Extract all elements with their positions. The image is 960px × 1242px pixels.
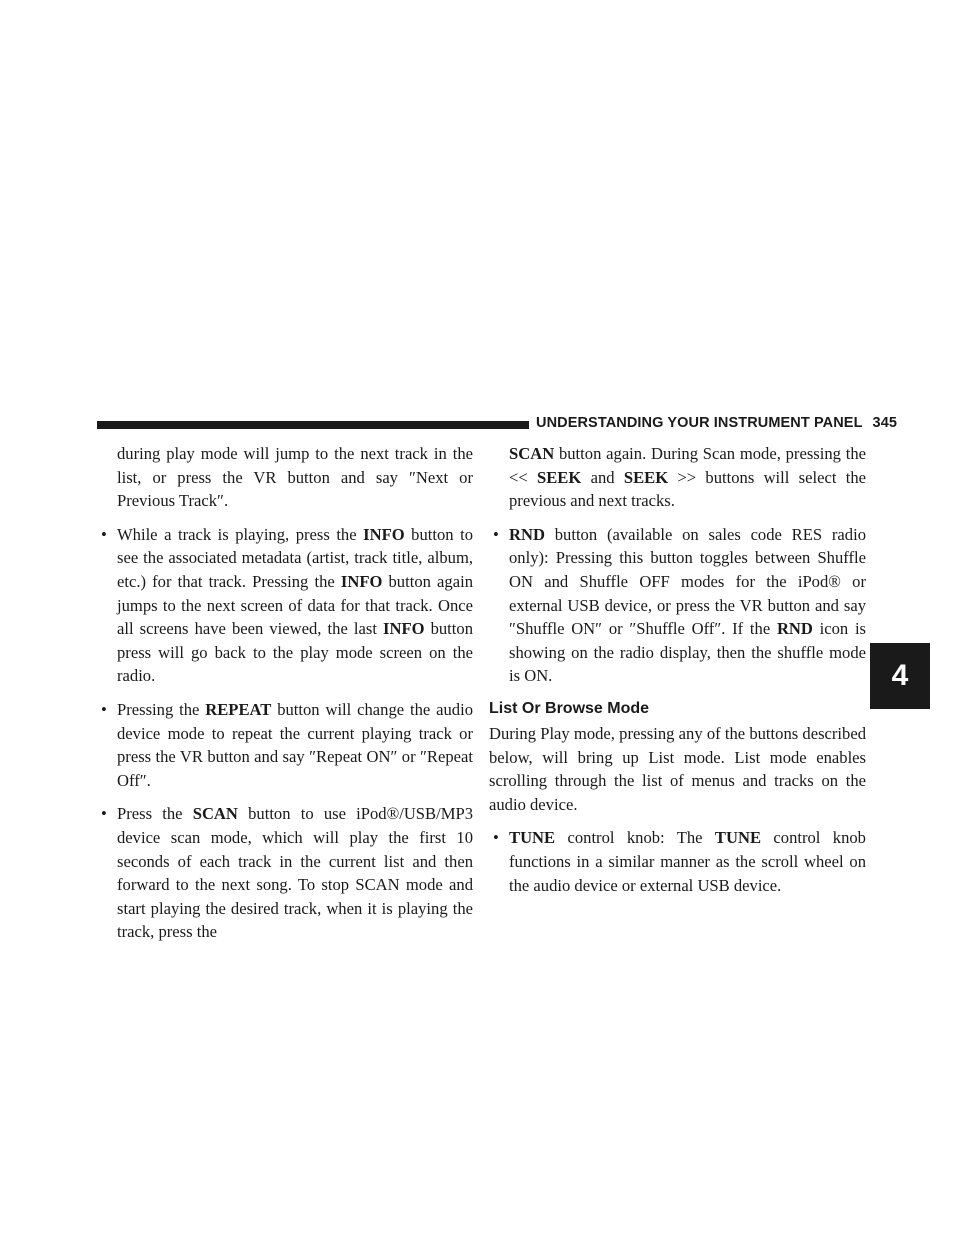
keyword-tune: TUNE <box>714 828 762 848</box>
keyword-info: INFO <box>383 619 425 639</box>
keyword-seek: SEEK <box>537 467 582 487</box>
keyword-scan: SCAN <box>192 804 238 824</box>
header-rule <box>97 421 529 429</box>
keyword-repeat: REPEAT <box>205 699 272 719</box>
continuation-paragraph: during play mode will jump to the next track in the list, or press the VR button and say ″Next or Previous Track″. <box>117 444 473 511</box>
section-heading: List Or Browse Mode <box>489 699 650 717</box>
right-column <box>489 442 866 897</box>
bullet-scan: • Press the SCAN button to use iPod®/USB/MP3 device scan mode, which will play the first 10 seconds of each track in the current list and then forward to the next song. To stop SCAN mode and start playing the desired track, when it is playing the track, press the <box>97 802 473 944</box>
chapter-tab: 4 <box>870 643 930 709</box>
keyword-scan: SCAN <box>509 444 555 463</box>
running-header <box>536 415 897 431</box>
keyword-tune: TUNE <box>509 828 556 848</box>
keyword-rnd: RND <box>776 619 813 639</box>
keyword-info: INFO <box>363 524 405 544</box>
keyword-rnd: RND <box>509 524 545 544</box>
list-mode-paragraph: During Play mode, pressing any of the buttons described below, will bring up List mode. List mode enables scrolling through the list of menus and tracks on the audio device. <box>489 723 866 814</box>
bullet-repeat: • Pressing the REPEAT button will change the audio device mode to repeat the current playing track or press the VR button and say ″Repeat ON″ or ″Repeat Off″. <box>97 698 473 792</box>
left-column <box>97 442 473 944</box>
bullet-tune: • TUNE control knob: The TUNE control knob functions in a similar manner as the scroll wheel on the audio device or external USB device. <box>489 826 866 897</box>
keyword-seek: SEEK <box>623 467 669 487</box>
page-number: 345 <box>872 415 898 431</box>
keyword-info: INFO <box>340 571 383 591</box>
bullet-rnd: • RND button (available on sales code RES radio only): Pressing this button toggles between Shuffle ON and Shuffle OFF modes for the iPod® or external USB device, or press the VR button and say ″Shuffle ON″ or ″Shuffle Off″. If the RND icon is showing on the radio display, then the shuffle mode is ON. <box>489 523 866 688</box>
scan-continuation: SCAN button again. During Scan mode, pressing the << SEEK and SEEK >> buttons will select the previous and next tracks. <box>509 444 867 511</box>
bullet-info: • While a track is playing, press the INFO button to see the associated metadata (artist, track title, album, etc.) for that track. Pressing the INFO button again jumps to the next screen of data for that track. Once all screens have been viewed, the last INFO button press will go back to the play mode screen on the radio. <box>97 523 473 688</box>
section-title: UNDERSTANDING YOUR INSTRUMENT PANEL <box>536 415 863 431</box>
